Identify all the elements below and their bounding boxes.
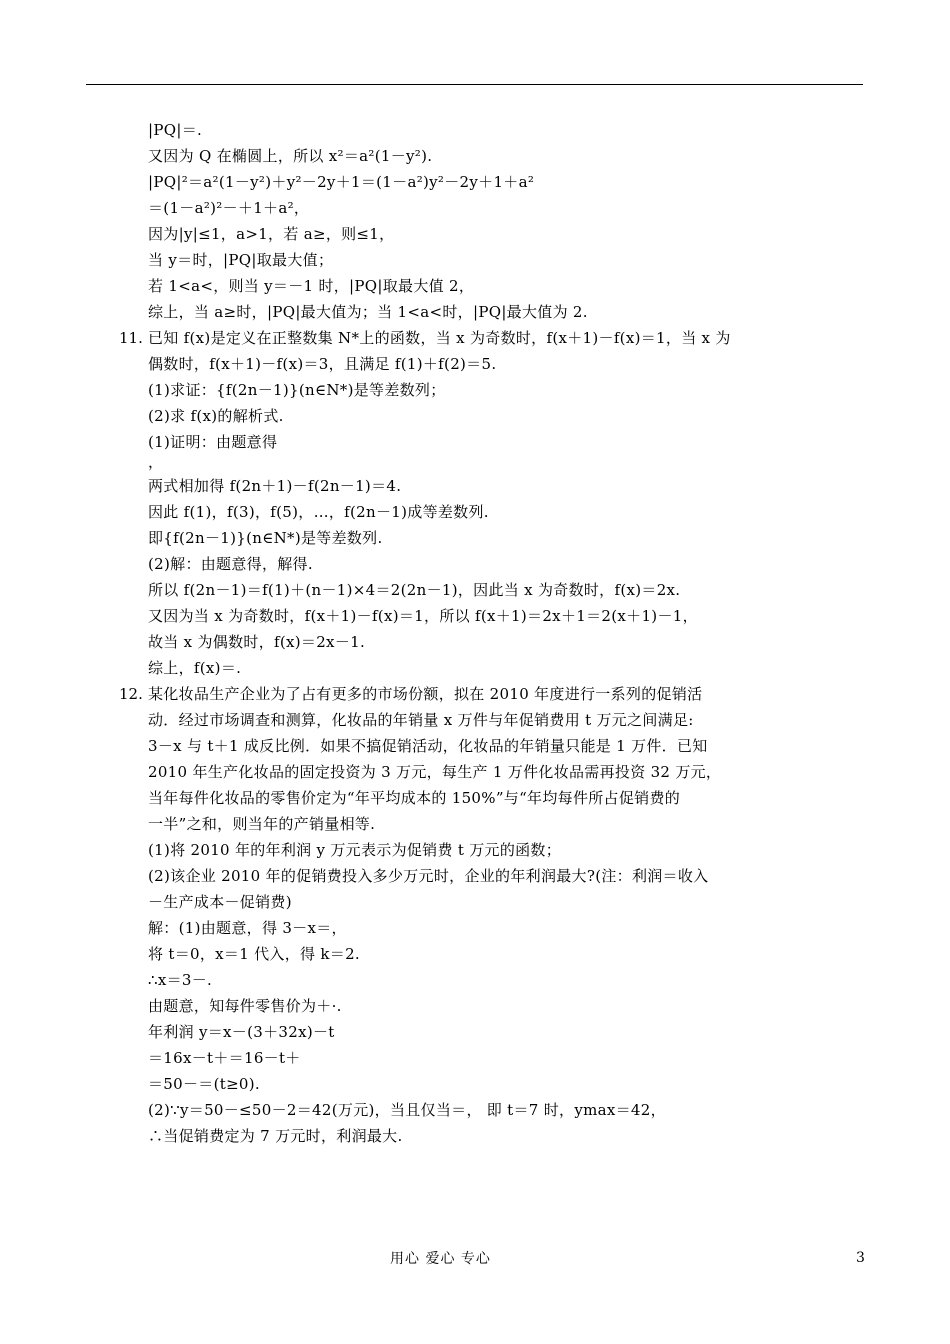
text-line: 又因为当 x 为奇数时，f(x＋1)－f(x)＝1，所以 f(x＋1)＝2x＋1＝2(x＋1)－1，	[148, 607, 698, 625]
text-line: (2)求 f(x)的解析式.	[148, 407, 284, 425]
text-line: 当 y＝时，|PQ|取最大值；	[148, 251, 334, 269]
text-line: 又因为 Q 在椭圆上，所以 x²＝a²(1－y²).	[148, 147, 433, 165]
page-number: 3	[856, 1250, 865, 1266]
text-line: 两式相加得 f(2n＋1)－f(2n－1)＝4.	[148, 477, 402, 495]
text-line: (2)解：由题意得，解得.	[148, 555, 313, 573]
text-line: (1)将 2010 年的年利润 y 万元表示为促销费 t 万元的函数；	[148, 841, 562, 859]
text-line: 2010 年生产化妆品的固定投资为 3 万元，每生产 1 万件化妆品需再投资 32 万元，	[148, 763, 722, 781]
text-line: ∴当促销费定为 7 万元时，利润最大.	[148, 1127, 403, 1145]
text-line: －生产成本－促销费)	[148, 893, 292, 911]
text-line: 当年每件化妆品的零售价定为“年平均成本的 150%”与“年均每件所占促销费的	[148, 789, 681, 807]
text-line: 一半”之和，则当年的产销量相等.	[148, 815, 376, 833]
text-line: ，	[148, 453, 164, 471]
text-line: 由题意，知每件零售价为＋·.	[148, 997, 342, 1015]
text-line: ∴x＝3－.	[148, 971, 213, 989]
text-line: 综上，f(x)＝.	[148, 659, 242, 677]
text-line: 若 1<a<，则当 y＝－1 时，|PQ|取最大值 2，	[148, 277, 475, 295]
text-line: (1)求证：{f(2n－1)}(n∈N*)是等差数列；	[148, 381, 446, 399]
text-line: ＝(1－a²)²－＋1＋a²，	[148, 199, 310, 217]
text-line: 即{f(2n－1)}(n∈N*)是等差数列.	[148, 529, 383, 547]
text-line: (1)证明：由题意得	[148, 433, 278, 451]
text-line: 所以 f(2n－1)＝f(1)＋(n－1)×4＝2(2n－1)，因此当 x 为奇数时，f(x)＝2x.	[148, 581, 681, 599]
text-line: 因为|y|≤1，a>1，若 a≥，则≤1，	[148, 225, 395, 243]
text-line: (2)该企业 2010 年的促销费投入多少万元时，企业的年利润最大?(注：利润＝收入	[148, 867, 709, 885]
text-line: 偶数时，f(x＋1)－f(x)＝3，且满足 f(1)＋f(2)＝5.	[148, 355, 497, 373]
text-line: 已知 f(x)是定义在正整数集 N*上的函数，当 x 为奇数时，f(x＋1)－f(x)＝1，当 x 为	[148, 329, 731, 347]
text-line: 因此 f(1)，f(3)，f(5)，…，f(2n－1)成等差数列.	[148, 503, 489, 521]
footer-motto: 用心 爱心 专心	[390, 1251, 491, 1267]
text-line: |PQ|²＝a²(1－y²)＋y²－2y＋1＝(1－a²)y²－2y＋1＋a²	[148, 173, 535, 191]
text-line: 综上，当 a≥时，|PQ|最大值为；当 1<a<时，|PQ|最大值为 2.	[148, 303, 588, 321]
text-line: 某化妆品生产企业为了占有更多的市场份额，拟在 2010 年度进行一系列的促销活	[148, 685, 703, 703]
text-line: 解：(1)由题意，得 3－x＝，	[148, 919, 347, 937]
text-line: 将 t＝0，x＝1 代入，得 k＝2.	[148, 945, 360, 963]
text-line: ＝50－＝(t≥0).	[148, 1075, 260, 1093]
question-number: 12.	[119, 685, 143, 703]
text-line: |PQ|＝.	[148, 121, 203, 139]
text-line: 年利润 y＝x－(3＋32x)－t	[148, 1023, 335, 1041]
text-line: (2)∵y＝50－≤50－2＝42(万元)，当且仅当＝， 即 t＝7 时，ymax＝42，	[148, 1101, 666, 1119]
text-line: 3－x 与 t＋1 成反比例．如果不搞促销活动，化妆品的年销量只能是 1 万件．已知	[148, 737, 708, 755]
question-number: 11.	[119, 329, 143, 347]
text-line: 动．经过市场调查和测算，化妆品的年销量 x 万件与年促销费用 t 万元之间满足:	[148, 711, 694, 729]
header-rule	[86, 84, 863, 85]
text-line: 故当 x 为偶数时，f(x)＝2x－1.	[148, 633, 366, 651]
text-line: ＝16x－t＋＝16－t＋	[148, 1049, 301, 1067]
